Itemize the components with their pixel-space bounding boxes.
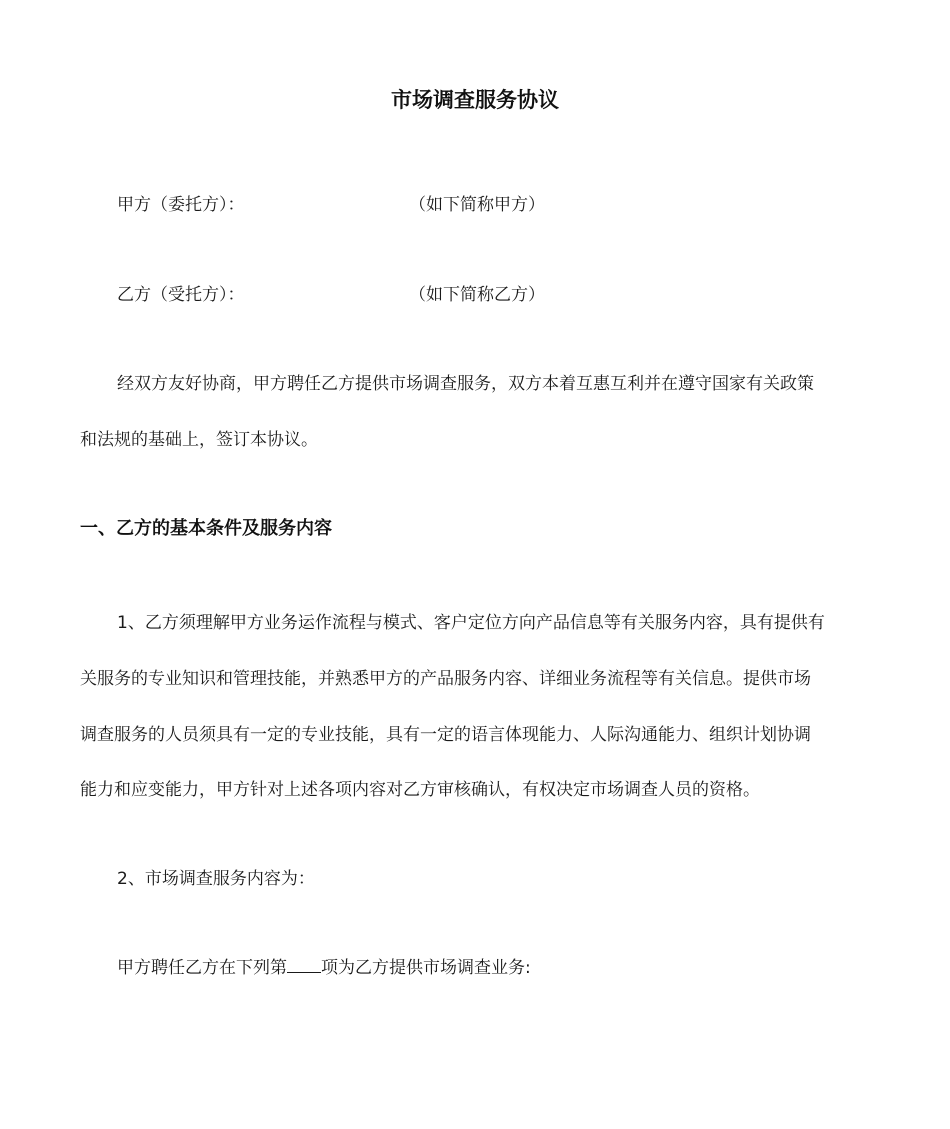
item-number-blank[interactable] bbox=[287, 958, 321, 973]
party-a-label: 甲方（委托方）： bbox=[117, 195, 245, 215]
item-2-line: 2、市场调查服务内容为： bbox=[117, 869, 315, 889]
party-b-label: 乙方（受托方）： bbox=[117, 285, 245, 305]
engagement-text-after: 项为乙方提供市场调查业务: bbox=[321, 958, 531, 978]
item-1-line-3: 调查服务的人员须具有一定的专业技能，具有一定的语言体现能力、人际沟通能力、组织计划协调 bbox=[80, 725, 811, 745]
intro-line-1: 经双方友好协商，甲方聘任乙方提供市场调查服务，双方本着互惠互利并在遵守国家有关政策 bbox=[117, 374, 814, 394]
item-1-line-2: 关服务的专业知识和管理技能，并熟悉甲方的产品服务内容、详细业务流程等有关信息。提供市场 bbox=[80, 669, 811, 689]
engagement-line bbox=[117, 953, 917, 978]
intro-line-2: 和法规的基础上，签订本协议。 bbox=[80, 430, 318, 450]
engagement-text-before: 甲方聘任乙方在下列第 bbox=[117, 958, 287, 978]
item-1-line-4: 能力和应变能力，甲方针对上述各项内容对乙方审核确认，有权决定市场调查人员的资格。 bbox=[80, 780, 760, 800]
party-a-note: （如下简称甲方） bbox=[409, 195, 545, 215]
document-title: 市场调查服务协议 bbox=[391, 88, 559, 112]
party-b-note: （如下简称乙方） bbox=[409, 285, 545, 305]
section-1-heading: 一、乙方的基本条件及服务内容 bbox=[80, 518, 332, 539]
item-1-line-1: 1、乙方须理解甲方业务运作流程与模式、客户定位方向产品信息等有关服务内容，具有提供有 bbox=[117, 613, 825, 633]
